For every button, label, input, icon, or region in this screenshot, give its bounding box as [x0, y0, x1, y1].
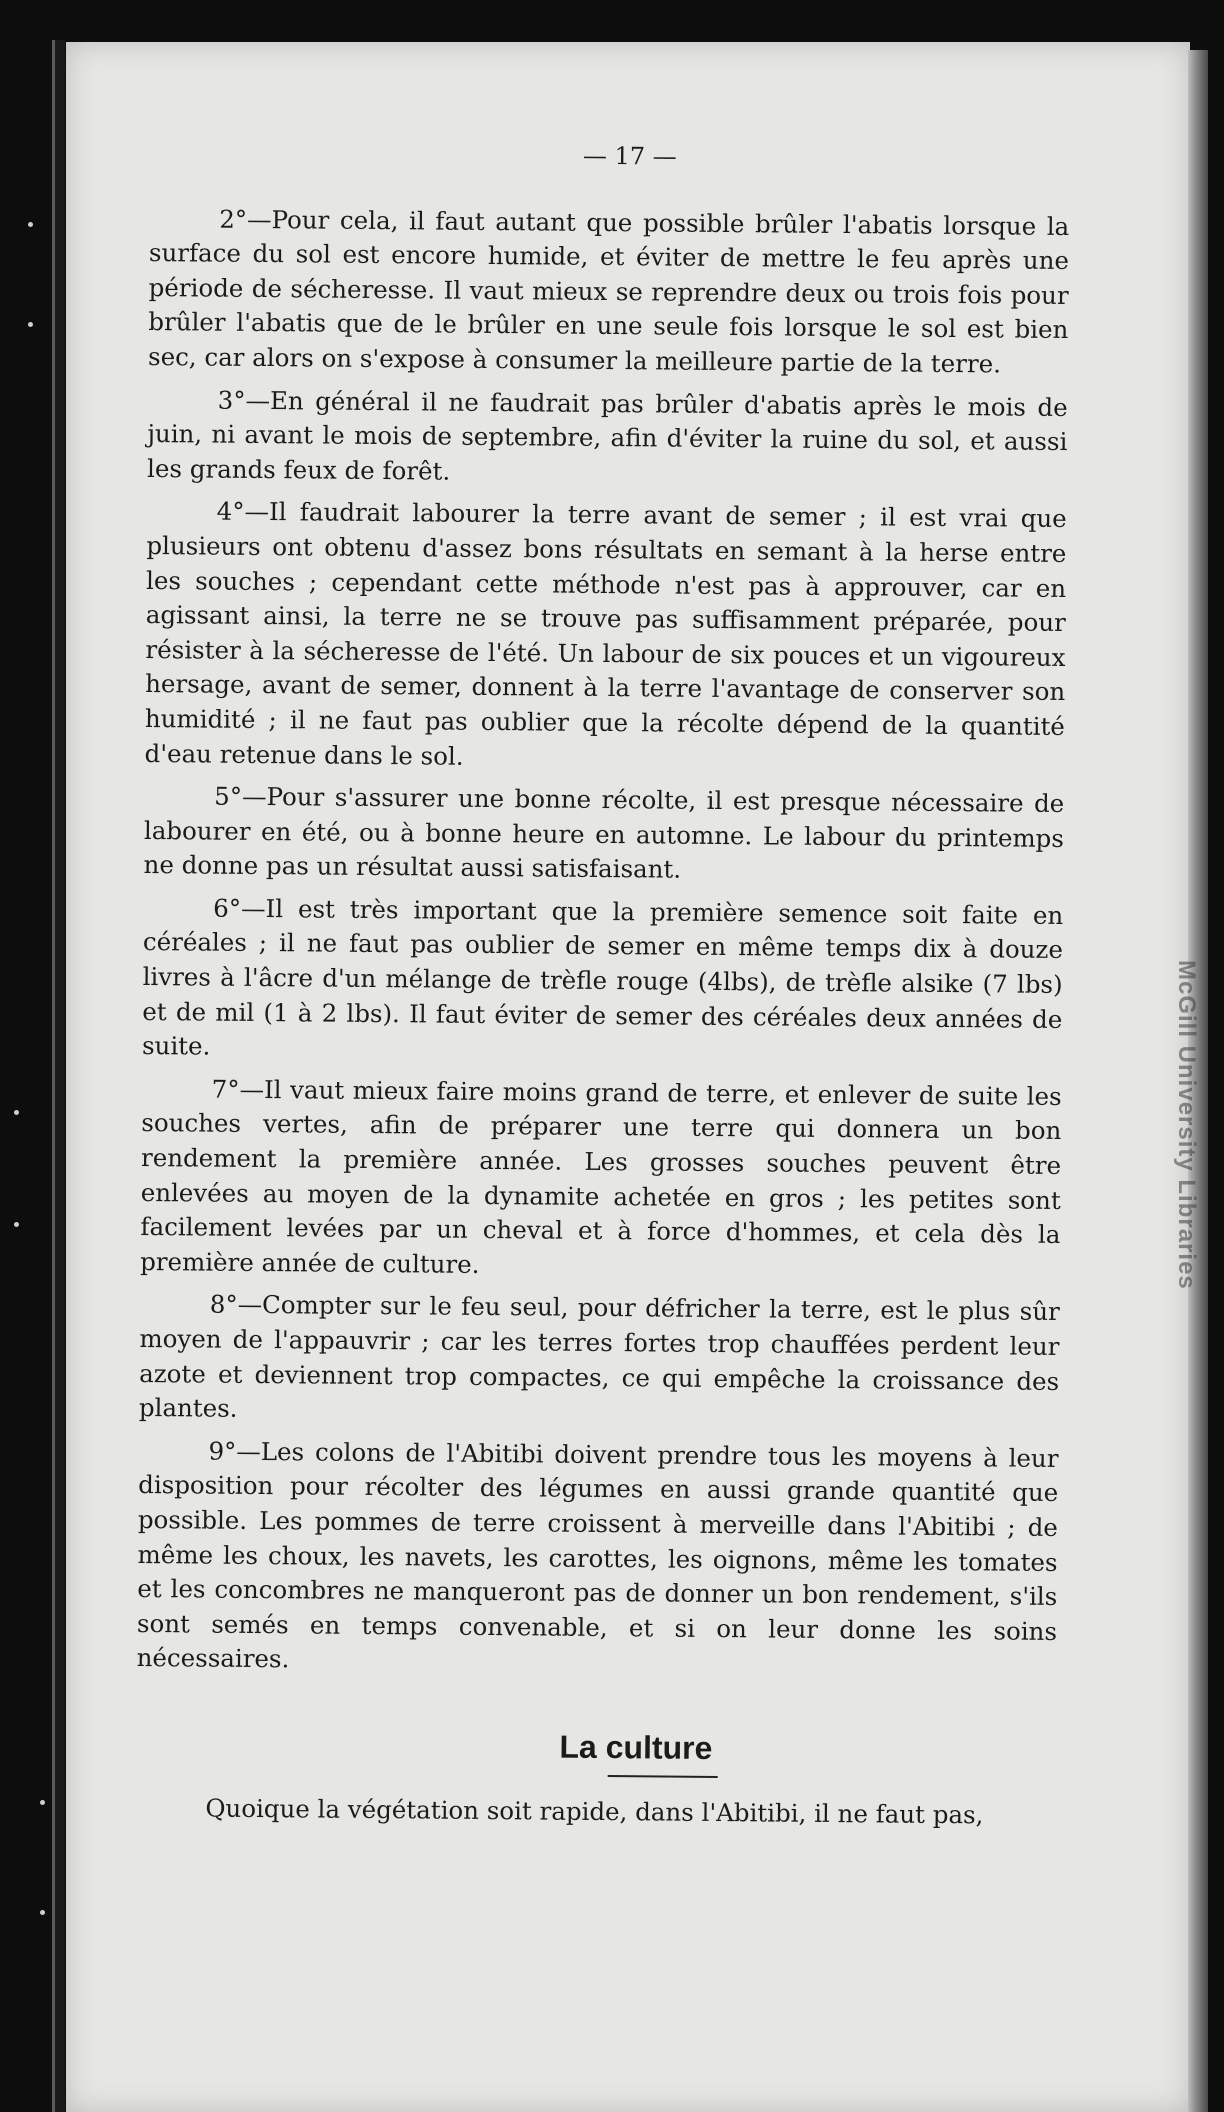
paragraph-9: 9°—Les colons de l'Abitibi doivent prendre tous les moyens à leur disposition pour récolter des légumes en aussi grande quantité que possible. Les pommes de terre croissent à merveille dans l'Abitibi ; de même les choux, les navets, les carottes, les oignons, même les tomates et les concombres ne manqueront pas de donner un bon rendement, s'ils sont semés en temps convenable, et si on leur donne les soins nécessaires.	[136, 1436, 1059, 1674]
paragraph-8: 8°—Compter sur le feu seul, pour défricher la terre, est le plus sûr moyen de l'appauvrir ; car les terres fortes trop chauffées perdent leur azote et deviennent trop compactes, ce qui empêche la croissance des plantes.	[138, 1289, 1060, 1423]
margin-speck	[40, 1800, 45, 1805]
heading-rule	[608, 1775, 718, 1778]
margin-speck	[14, 1222, 19, 1227]
paragraph-5: 5°—Pour s'assurer une bonne récolte, il est presque nécessaire de labourer en été, ou à bonne heure en automne. Le labour du printemps ne donne pas un résultat aussi satisfaisant.	[143, 781, 1065, 884]
margin-speck	[28, 322, 33, 327]
margin-speck	[40, 1910, 45, 1915]
paragraph-6: 6°—Il est très important que la première semence soit faite en céréales ; il ne faut pas oublier de semer en même temps dix à douze livres à l'âcre d'un mélange de trèfle rouge (4lbs), de trèfle alsike (7 lbs) et de mil (1 à 2 lbs). Il faut éviter de semer des céréales deux années de suite.	[141, 893, 1064, 1061]
book-spine	[52, 40, 65, 2112]
last-line: Quoique la végétation soit rapide, dans l'Abitibi, il ne faut pas,	[205, 1793, 984, 1829]
section-heading: La culture	[559, 1728, 713, 1766]
page-number: — 17 —	[582, 141, 677, 171]
paragraph-3: 3°—En général il ne faudrait pas brûler d'abatis après le mois de juin, ni avant le mois de septembre, afin d'éviter la ruine du sol, et aussi les grands feux de forêt.	[146, 385, 1068, 486]
margin-speck	[14, 1110, 19, 1115]
paragraph-4: 4°—Il faudrait labourer la terre avant de semer ; il est vrai que plusieurs ont obtenu d'assez bons résultats en semant à la herse entre les souches ; cependant cette méthode n'est pas à approuver, car en agissant ainsi, la terre ne se trouve pas suffisamment préparée, pour résister à la sécheresse de l'été. Un labour de six pouces et un vigoureux hersage, avant de semer, donnent à la terre l'avantage de conserver son humidité ; il ne faut pas oublier que la récolte dépend de la quantité d'eau retenue dans le sol.	[144, 496, 1067, 771]
paragraph-7: 7°—Il vaut mieux faire moins grand de terre, et enlever de suite les souches vertes, afin de préparer une terre qui donnera un bon rendement la première année. Les grosses souches peuvent être enlevées au moyen de la dynamite achetée en gros ; les petites sont facilement levées par un cheval et à force d'hommes, et cela dès la première année de culture.	[140, 1074, 1062, 1279]
paragraph-2: 2°—Pour cela, il faut autant que possible brûler l'abatis lorsque la surface du sol est encore humide, et éviter de mettre le feu après une période de sécheresse. Il vaut mieux se reprendre deux ou trois fois pour brûler l'abatis que de le brûler en une seule fois lorsque le sol est bien sec, car alors on s'expose à consumer la meilleure partie de la terre.	[147, 204, 1070, 379]
library-watermark: McGill University Libraries	[1173, 960, 1200, 1290]
page-text	[135, 135, 1070, 1841]
margin-speck	[28, 222, 33, 227]
